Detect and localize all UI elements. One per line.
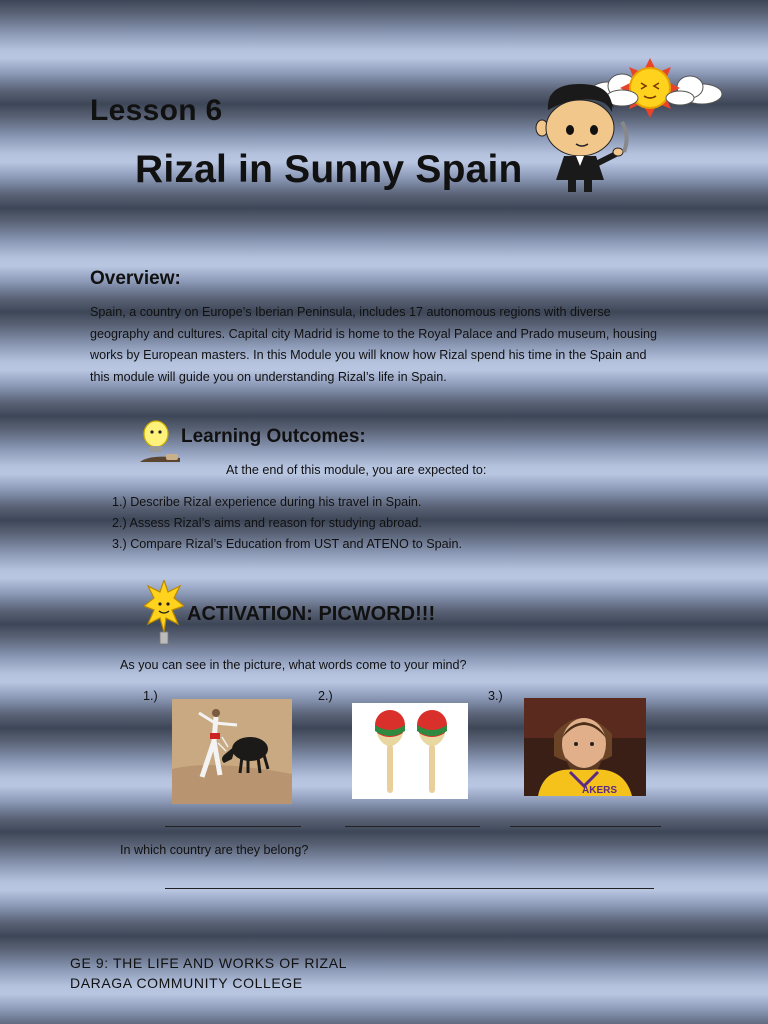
- footer-school: DARAGA COMMUNITY COLLEGE: [70, 975, 303, 991]
- bullfighter-image: [172, 699, 292, 804]
- basketball-player-image: [524, 698, 646, 796]
- picture-number: 3.): [488, 689, 503, 703]
- rizal-cartoon-icon: [532, 80, 638, 196]
- activation-question: As you can see in the picture, what words come to your mind?: [120, 658, 467, 672]
- activation-heading: ACTIVATION: PICWORD!!!: [187, 603, 436, 625]
- picture-number: 2.): [318, 689, 333, 703]
- maracas-image: [352, 703, 468, 799]
- country-answer-blank[interactable]: [165, 888, 654, 889]
- answer-blank-1[interactable]: [165, 826, 301, 827]
- spark-icon: [144, 580, 184, 648]
- lesson-number: Lesson 6: [90, 94, 223, 127]
- footer: [70, 953, 347, 993]
- page-title: Rizal in Sunny Spain: [135, 148, 523, 191]
- outcomes-intro: At the end of this module, you are expected to:: [226, 463, 487, 477]
- footer-course: GE 9: THE LIFE AND WORKS OF RIZAL: [70, 955, 348, 971]
- picture-number: 1.): [143, 689, 158, 703]
- outcome-item: 1.) Describe Rizal experience during his travel in Spain.: [112, 495, 422, 509]
- outcome-item: 2.) Assess Rizal’s aims and reason for studying abroad.: [112, 515, 422, 530]
- answer-blank-3[interactable]: [510, 826, 661, 827]
- overview-text: Spain, a country on Europe’s Iberian Peninsula, includes 17 autonomous regions with diverse geography and cultures. Capital city Madrid is home to the Royal Palace and Prado museum, housing works by European masters. In this Module you will know how Rizal spend his time in the Spain and this module will guide you on understanding Rizal’s life in Spain.: [90, 305, 658, 384]
- svg-text:AKERS: AKERS: [582, 785, 618, 796]
- outcomes-list: [112, 492, 462, 554]
- overview-heading: Overview:: [90, 268, 181, 289]
- country-question: In which country are they belong?: [120, 843, 309, 857]
- learning-outcomes-heading: Learning Outcomes:: [181, 426, 366, 447]
- answer-blank-2[interactable]: [345, 826, 480, 827]
- lightbulb-icon: [136, 418, 184, 466]
- outcome-item: 3.) Compare Rizal’s Education from UST and ATENO to Spain.: [112, 536, 462, 551]
